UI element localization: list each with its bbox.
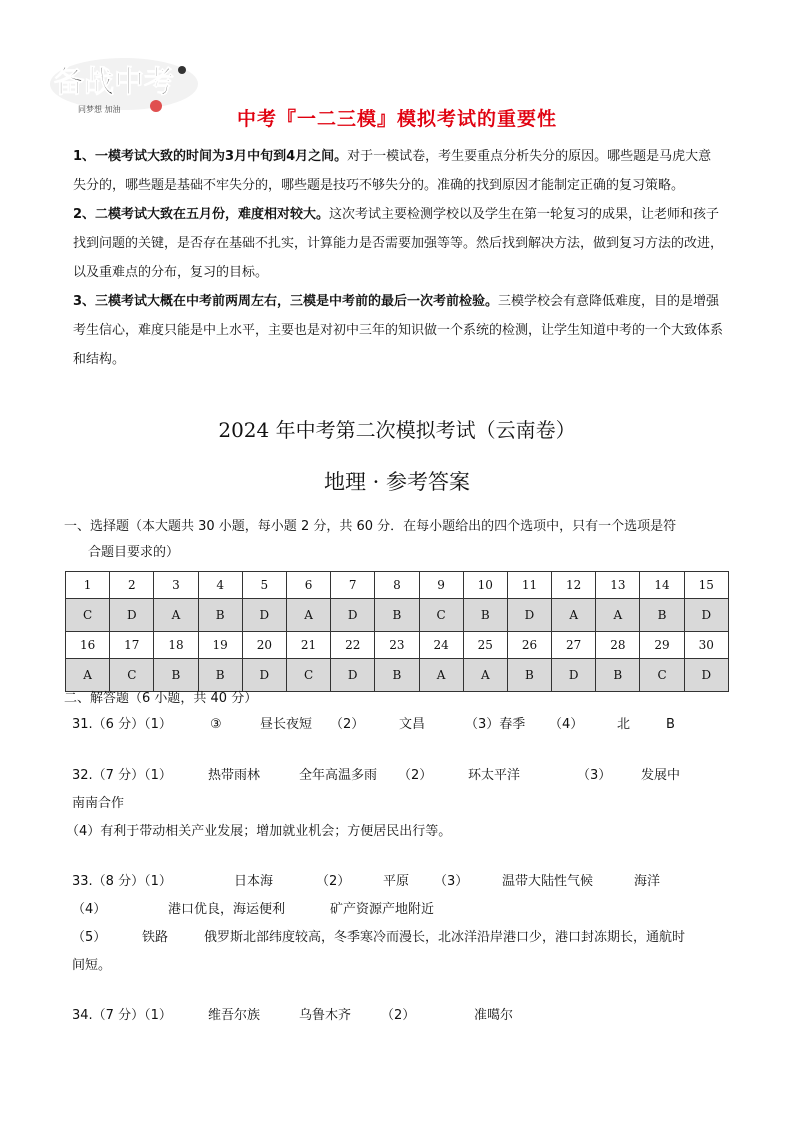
answer-cell-11: D (507, 599, 551, 632)
answer-number-cell-4: 19 (198, 632, 242, 659)
answer-number-cell-14: 14 (640, 572, 684, 599)
answer-number-cell-11: 11 (507, 572, 551, 599)
answer-cell-13: B (596, 659, 640, 692)
answer-number-cell-6: 6 (286, 572, 330, 599)
q31-answer-3: 文昌 (399, 717, 426, 732)
section-2-heading: 二、解答题（6 小题，共 40 分） (64, 691, 258, 706)
intro-item-3-bold: 3、三模考试大概在中考前两周左右，三模是中考前的最后一次考前检验。 (73, 294, 499, 309)
answer-cell-12: D (552, 659, 596, 692)
answer-number-cell-10: 25 (463, 632, 507, 659)
q31-answer-6: B (666, 717, 675, 732)
q33-answer-4: 海洋 (634, 874, 661, 889)
q31-answer-2: 昼长夜短 (260, 717, 313, 732)
q32-answer-4: 发展中 (641, 768, 681, 783)
answer-cell-4: B (198, 659, 242, 692)
answer-cell-7: D (331, 659, 375, 692)
answer-cell-8: B (375, 599, 419, 632)
q33-part-4: （4） (72, 902, 107, 917)
answer-cell-6: A (286, 599, 330, 632)
answer-cell-9: A (419, 659, 463, 692)
answer-cell-4: B (198, 599, 242, 632)
q32-part-4: （4）有利于带动相关产业发展；增加就业机会；方便居民出行等。 (66, 824, 452, 839)
answer-number-cell-13: 13 (596, 572, 640, 599)
answer-number-cell-11: 26 (507, 632, 551, 659)
q33-answer-8-start: 俄罗斯北部纬度较高，冬季寒冷而漫长，北冰洋沿岸港口少，港口封冻期长，通航时 (204, 930, 686, 945)
answer-table (65, 571, 729, 692)
q33-answer-2: 平原 (383, 874, 410, 889)
q32-answer-1: 热带雨林 (208, 768, 261, 783)
answer-number-cell-6: 21 (286, 632, 330, 659)
q33-part-2: （2） (316, 874, 351, 889)
exam-title: 2024 年中考第二次模拟考试（云南卷） (218, 418, 576, 442)
answer-number-cell-10: 10 (463, 572, 507, 599)
q31-label: 31.（6 分）（1） (72, 717, 172, 732)
answer-number-cell-2: 2 (110, 572, 154, 599)
answer-cell-12: A (552, 599, 596, 632)
answer-number-cell-13: 28 (596, 632, 640, 659)
q34-part-2: （2） (381, 1008, 416, 1023)
q31-answer-5: 北 (617, 717, 631, 732)
intro-item-2-text: 这次考试主要检测学校以及学生在第一轮复习的成果，让老师和孩子找到问题的关键，是否存在基础不扎实，计算能力是否需要加强等等。然后找到解决方法，做到复习方法的改进，以及重难点的分布，复习的目标。 (73, 207, 724, 280)
answer-cell-14: C (640, 659, 684, 692)
q33-answer-5: 港口优良，海运便利 (168, 902, 286, 917)
q34-answer-3: 准噶尔 (474, 1008, 514, 1023)
intro-item-1-bold: 1、一模考试大致的时间为3月中旬到4月之间。 (73, 149, 348, 164)
question-31 (72, 711, 732, 739)
answer-number-cell-15: 15 (684, 572, 728, 599)
answer-cell-10: B (463, 599, 507, 632)
answer-cell-13: A (596, 599, 640, 632)
q33-part-3: （3） (434, 874, 469, 889)
section-1-line-1: 一、选择题（本大题共 30 小题，每小题 2 分，共 60 分．在每小题给出的四个选项中，只有一个选项是符 (64, 519, 677, 534)
answer-row-1 (66, 599, 729, 632)
q33-answer-6: 矿产资源产地附近 (330, 902, 435, 917)
answer-cell-7: D (331, 599, 375, 632)
answer-cell-5: D (242, 659, 286, 692)
answer-number-row-2 (66, 632, 729, 659)
q33-answer-8-end: 间短。 (72, 958, 112, 973)
intro-item-1-text: 对于一模试卷，考生要重点分析失分的原因。哪些题是马虎大意失分的，哪些题是基础不牢失分的，哪些题是技巧不够失分的。准确的找到原因才能制定正确的复习策略。 (73, 149, 712, 193)
intro-item-2-bold: 2、二模考试大致在五月份，难度相对较大。 (73, 207, 330, 222)
answer-number-cell-4: 4 (198, 572, 242, 599)
answer-cell-11: B (507, 659, 551, 692)
q34-answer-1: 维吾尔族 (208, 1008, 261, 1023)
question-33 (72, 868, 732, 980)
intro-item-3 (73, 287, 723, 374)
answer-number-cell-3: 18 (154, 632, 198, 659)
subject-title: 地理 · 参考答案 (323, 470, 471, 494)
answer-number-cell-15: 30 (684, 632, 728, 659)
answer-number-cell-9: 9 (419, 572, 463, 599)
q32-answer-5: 南南合作 (72, 796, 125, 811)
q32-label: 32.（7 分）（1） (72, 768, 172, 783)
q32-answer-3: 环太平洋 (468, 768, 521, 783)
answer-number-cell-3: 3 (154, 572, 198, 599)
page-title: 中考『一二三模』模拟考试的重要性 (236, 108, 557, 130)
answer-cell-15: D (684, 599, 728, 632)
answer-cell-15: D (684, 659, 728, 692)
q32-part-3: （3） (577, 768, 612, 783)
q32-part-2: （2） (398, 768, 433, 783)
answer-cell-3: B (154, 659, 198, 692)
q34-answer-2: 乌鲁木齐 (299, 1008, 352, 1023)
intro-item-3-text: 三模学校会有意降低难度，目的是增强考生信心，难度只能是中上水平，主要也是对初中三年的知识做一个系统的检测，让学生知道中考的一个大致体系和结构。 (73, 294, 724, 367)
q33-answer-3: 温带大陆性气候 (502, 874, 594, 889)
answer-cell-9: C (419, 599, 463, 632)
answer-number-cell-1: 16 (66, 632, 110, 659)
answer-cell-6: C (286, 659, 330, 692)
q33-label: 33.（8 分）（1） (72, 874, 172, 889)
question-32 (66, 762, 732, 846)
answer-cell-8: B (375, 659, 419, 692)
answer-number-cell-5: 5 (242, 572, 286, 599)
q31-answer-1: ③ (210, 717, 222, 732)
answer-number-cell-2: 17 (110, 632, 154, 659)
question-34 (72, 1002, 732, 1030)
logo-text: 备战中考 (54, 65, 174, 100)
answer-number-cell-14: 29 (640, 632, 684, 659)
q33-answer-7: 铁路 (142, 930, 169, 945)
answer-number-cell-1: 1 (66, 572, 110, 599)
section-1-line-2: 合题目要求的） (88, 545, 180, 560)
answer-number-cell-12: 12 (552, 572, 596, 599)
answer-number-cell-9: 24 (419, 632, 463, 659)
answer-number-row-1 (66, 572, 729, 599)
answer-cell-1: A (66, 659, 110, 692)
answer-number-cell-7: 7 (331, 572, 375, 599)
logo-dot-icon (178, 66, 186, 74)
answer-cell-2: D (110, 599, 154, 632)
q31-part-4: （4） (549, 717, 584, 732)
answer-cell-3: A (154, 599, 198, 632)
answer-cell-5: D (242, 599, 286, 632)
q34-label: 34.（7 分）（1） (72, 1008, 172, 1023)
answer-number-cell-7: 22 (331, 632, 375, 659)
answer-cell-1: C (66, 599, 110, 632)
q33-answer-1: 日本海 (234, 874, 274, 889)
q32-answer-2: 全年高温多雨 (299, 768, 378, 783)
q31-part-3: （3）春季 (465, 717, 526, 732)
answer-cell-10: A (463, 659, 507, 692)
q31-part-2: （2） (330, 717, 365, 732)
answer-cell-14: B (640, 599, 684, 632)
answer-number-cell-5: 20 (242, 632, 286, 659)
answer-number-cell-12: 27 (552, 632, 596, 659)
intro-item-2 (73, 200, 723, 287)
answer-cell-2: C (110, 659, 154, 692)
q33-part-5: （5） (72, 930, 107, 945)
logo-subtext: 同梦想 加油 (78, 105, 121, 114)
answer-number-cell-8: 23 (375, 632, 419, 659)
intro-text (73, 142, 723, 374)
intro-item-1 (73, 142, 723, 200)
answer-number-cell-8: 8 (375, 572, 419, 599)
section-1-heading (64, 514, 730, 566)
